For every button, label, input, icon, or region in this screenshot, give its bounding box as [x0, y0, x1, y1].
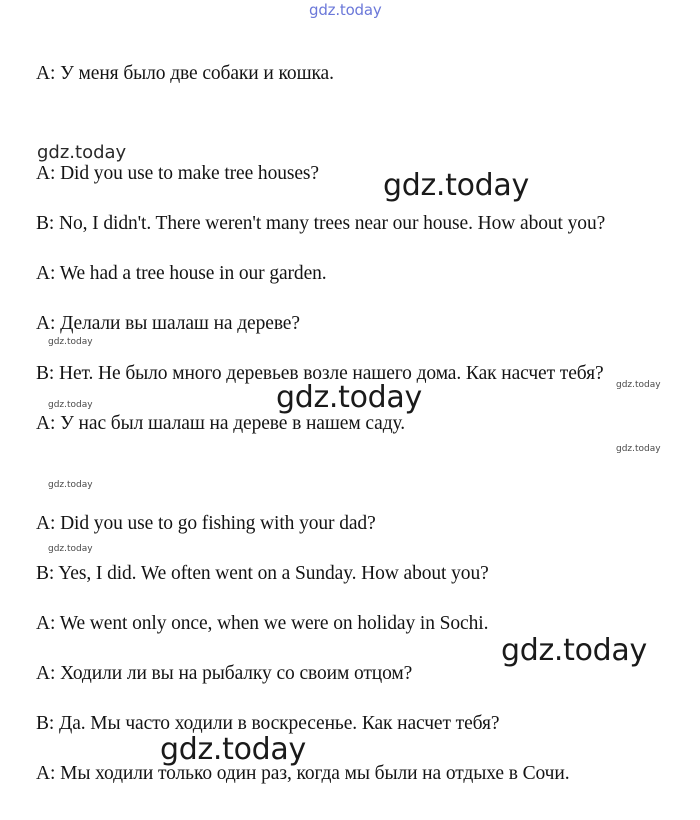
watermark: gdz.today	[48, 544, 93, 554]
dialogue-line: B: Нет. Не было много деревьев возле нашего дома. Как насчет тебя?	[36, 363, 604, 384]
watermark: gdz.today	[48, 400, 93, 410]
dialogue-line: A: Ходили ли вы на рыбалку со своим отцом?	[36, 663, 413, 684]
dialogue-line: A: Делали вы шалаш на дереве?	[36, 313, 300, 334]
watermark: gdz.today	[48, 337, 93, 347]
watermark: gdz.today	[616, 380, 661, 390]
dialogue-line: B: Yes, I did. We often went on a Sunday. How about you?	[36, 563, 489, 584]
watermark: gdz.today	[383, 168, 529, 203]
watermark: gdz.today	[276, 380, 422, 415]
dialogue-line: A: Мы ходили только один раз, когда мы были на отдыхе в Сочи.	[36, 763, 570, 784]
dialogue-line: A: Did you use to make tree houses?	[36, 163, 319, 184]
dialogue-line: A: Did you use to go fishing with your dad?	[36, 513, 376, 534]
dialogue-line: A: У меня было две собаки и кошка.	[36, 63, 334, 84]
dialogue-line: A: У нас был шалаш на дереве в нашем саду.	[36, 413, 405, 434]
watermark: gdz.today	[501, 633, 647, 668]
dialogue-line: B: No, I didn't. There weren't many trees near our house. How about you?	[36, 213, 606, 234]
watermark-top: gdz.today	[309, 1, 382, 19]
watermark: gdz.today	[37, 142, 127, 163]
dialogue-line: A: We had a tree house in our garden.	[36, 263, 327, 284]
dialogue-line: B: Да. Мы часто ходили в воскресенье. Как насчет тебя?	[36, 713, 500, 734]
watermark: gdz.today	[616, 444, 661, 454]
watermark: gdz.today	[160, 732, 306, 767]
dialogue-line: A: We went only once, when we were on holiday in Sochi.	[36, 613, 489, 634]
watermark: gdz.today	[48, 480, 93, 490]
